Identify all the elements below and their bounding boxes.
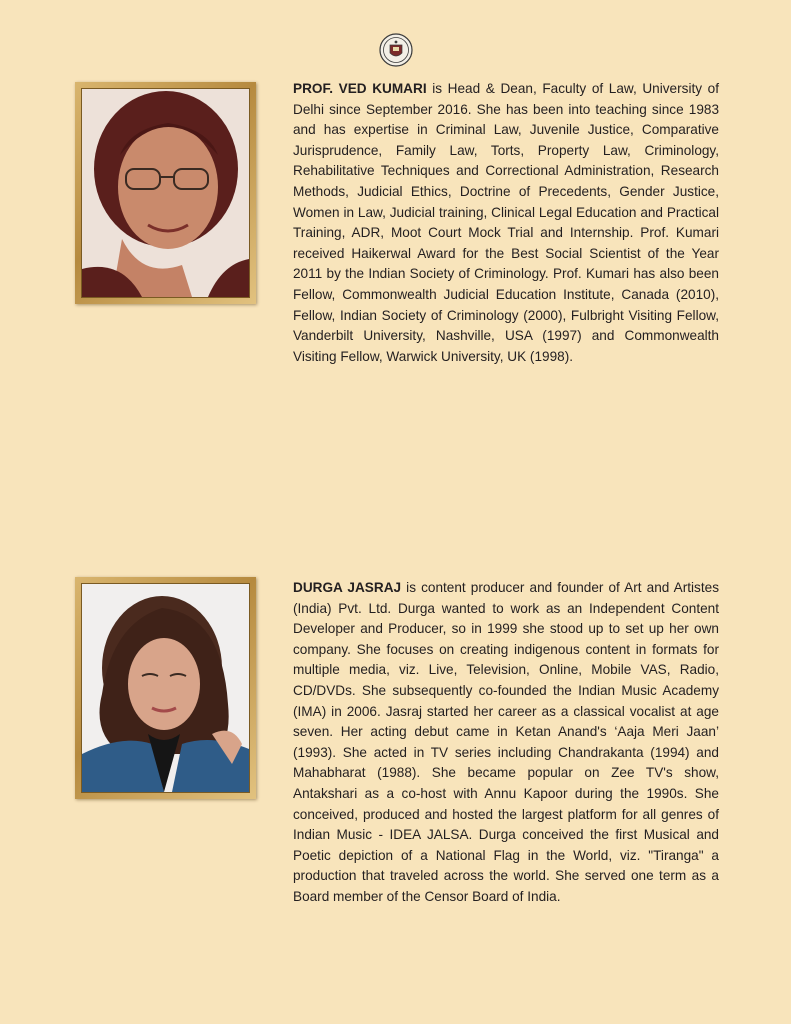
bio-ved-kumari <box>293 79 719 367</box>
name-durga-jasraj: DURGA JASRAJ <box>293 580 402 595</box>
photo-ved-kumari <box>75 82 256 304</box>
bio-text-ved-kumari: is Head & Dean, Faculty of Law, University of Delhi since September 2016. She has been into teaching since 1983 and has expertise in Criminal Law, Juvenile Justice, Comparative Jurisprudence, Family Law, Torts, Property Law, Criminology, Rehabilitative Techniques and Correctional Administration, Research Methods, Judicial Ethics, Doctrine of Precedents, Gender Justice, Women in Law, Judicial training, Clinical Legal Education and Practical Training, ADR, Moot Court Mock Trial and Internship. Prof. Kumari received Haikerwal Award for the Best Social Scientist of the Year 2011 by the Indian Society of Criminology. Prof. Kumari has also been Fellow, Commonwealth Judicial Education Institute, Canada (2010), Fellow, Indian Society of Criminology (2000), Fulbright Visiting Fellow, Vanderbilt University, Nashville, USA (1997) and Commonwealth Visiting Fellow, Warwick University, UK (1998). <box>293 81 719 364</box>
university-emblem-icon <box>379 33 413 67</box>
photo-durga-jasraj <box>75 577 256 799</box>
bio-durga-jasraj <box>293 578 719 908</box>
name-ved-kumari: PROF. VED KUMARI <box>293 81 427 96</box>
bio-text-durga-jasraj: is content producer and founder of Art and Artistes (India) Pvt. Ltd. Durga wanted to work as an Independent Content Developer and Producer, so in 1999 she stood up to set up her own company. She focuses on creating indigenous content in formats for multiple media, viz. Live, Television, Online, Mobile VAS, Radio, CD/DVDs. She subsequently co-founded the Indian Music Academy (IMA) in 2006. Jasraj started her career as a classical vocalist at age seven. Her acting debut came in Ketan Anand's ‘Aaja Meri Jaan’ (1993). She acted in TV series including Chandrakanta (1994) and Mahabharat (1988). She became popular on Zee TV's show, Antakshari as a co-host with Annu Kapoor during the 1990s. She conceived, produced and hosted the largest platform for all genres of Indian Music - IDEA JALSA. Durga conceived the first Musical and Poetic depiction of a National Flag in the World, viz. "Tiranga" a production that traveled across the world. She served one term as a Board member of the Censor Board of India. <box>293 580 719 904</box>
